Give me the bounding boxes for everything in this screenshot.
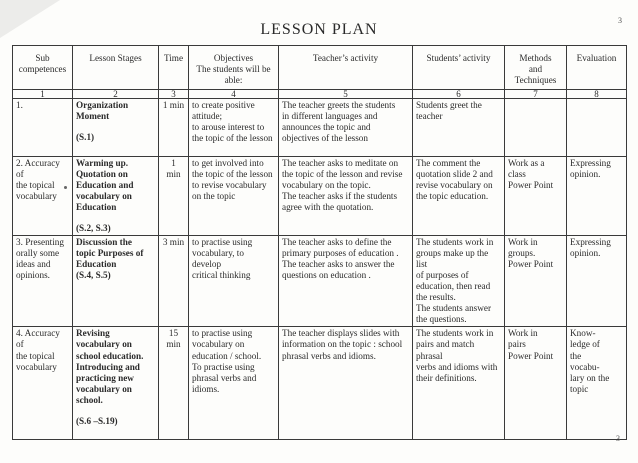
column-number: 7 — [505, 90, 567, 99]
lesson-stage-cell: Warming up. Quotation on Education and vocabulary on Education (S.2, S.3) — [73, 157, 159, 236]
column-number: 6 — [413, 90, 505, 99]
lesson-plan-table — [12, 45, 627, 440]
lesson-stage-cell: Discussion the topic Purposes of Education (S.4, S.5) — [73, 236, 159, 327]
header-objectives: Objectives The students will be able: — [189, 46, 279, 90]
evaluation-cell — [567, 99, 627, 157]
time-cell: 1 min — [159, 99, 189, 157]
slide-reference: (S.6 –S.19) — [76, 415, 118, 426]
column-number-row — [13, 90, 627, 99]
header-methods: Methods and Techniques — [505, 46, 567, 90]
header-evaluation: Evaluation — [567, 46, 627, 90]
page-number-bottom: 3 — [616, 434, 620, 443]
page-title: LESSON PLAN — [260, 21, 378, 38]
column-number: 2 — [73, 90, 159, 99]
objectives-cell: to create positive attitude; to arouse interest to the topic of the lesson — [189, 99, 279, 157]
methods-cell: Work as a class Power Point — [505, 157, 567, 236]
teacher-activity-cell: The teacher asks to meditate on the topic of the lesson and revise vocabulary on the topic. The teacher asks if the students agree with the quotation. — [279, 157, 413, 236]
column-number: 5 — [279, 90, 413, 99]
objectives-cell: to practise using vocabulary on education / school. To practise using phrasal verbs and idioms. — [189, 327, 279, 440]
time-cell: 1 min — [159, 157, 189, 236]
students-activity-cell: The students work in groups make up the list of purposes of education, then read the results. The students answer the questions. — [413, 236, 505, 327]
sub-competence-cell: 2. Accuracy of the topical vocabulary — [13, 157, 73, 236]
sub-competence-cell: 4. Accuracy of the topical vocabulary — [13, 327, 73, 440]
table-row — [13, 236, 627, 327]
objectives-cell: to get involved into the topic of the lesson to revise vocabulary on the topic — [189, 157, 279, 236]
time-cell: 15 min — [159, 327, 189, 440]
header-teacher-activity: Teacher’s activity — [279, 46, 413, 90]
methods-cell — [505, 99, 567, 157]
table-row — [13, 157, 627, 236]
time-cell: 3 min — [159, 236, 189, 327]
evaluation-cell: Expressing opinion. — [567, 157, 627, 236]
column-number: 1 — [13, 90, 73, 99]
table-row — [13, 99, 627, 157]
header-lesson-stages: Lesson Stages — [73, 46, 159, 90]
page-number-top: 3 — [618, 16, 622, 25]
slide-reference: (S.1) — [76, 132, 95, 143]
teacher-activity-cell: The teacher displays slides with information on the topic : school phrasal verbs and idioms. — [279, 327, 413, 440]
header-row — [13, 46, 627, 90]
methods-cell: Work in groups. Power Point — [505, 236, 567, 327]
teacher-activity-cell: The teacher asks to define the primary purposes of education . The teacher asks to answer the questions on education . — [279, 236, 413, 327]
students-activity-cell: The students work in pairs and match phrasal verbs and idioms with their definitions. — [413, 327, 505, 440]
column-number: 8 — [567, 90, 627, 99]
evaluation-cell: Expressing opinion. — [567, 236, 627, 327]
evaluation-cell: Know- ledge of the vocabu- lary on the topic — [567, 327, 627, 440]
column-number: 3 — [159, 90, 189, 99]
header-students-activity: Students’ activity — [413, 46, 505, 90]
table-row — [13, 327, 627, 440]
slide-reference: (S.2, S.3) — [76, 223, 111, 234]
teacher-activity-cell: The teacher greets the students in different languages and announces the topic and objectives of the lesson — [279, 99, 413, 157]
header-sub-competences: Sub competences — [13, 46, 73, 90]
sub-competence-cell: 3. Presenting orally some ideas and opinions. — [13, 236, 73, 327]
students-activity-cell: Students greet the teacher — [413, 99, 505, 157]
sub-competence-cell: 1. — [13, 99, 73, 157]
column-number: 4 — [189, 90, 279, 99]
objectives-cell: to practise using vocabulary, to develop critical thinking — [189, 236, 279, 327]
slide-reference: (S.4, S.5) — [76, 270, 111, 281]
lesson-stage-cell: Revising vocabulary on school education. Introducing and practicing new vocabulary on school. (S.6 –S.19) — [73, 327, 159, 440]
methods-cell: Work in pairs Power Point — [505, 327, 567, 440]
students-activity-cell: The comment the quotation slide 2 and revise vocabulary on the topic education. — [413, 157, 505, 236]
header-time: Time — [159, 46, 189, 90]
lesson-stage-cell: Organization Moment (S.1) — [73, 99, 159, 157]
scan-speck — [64, 186, 67, 189]
